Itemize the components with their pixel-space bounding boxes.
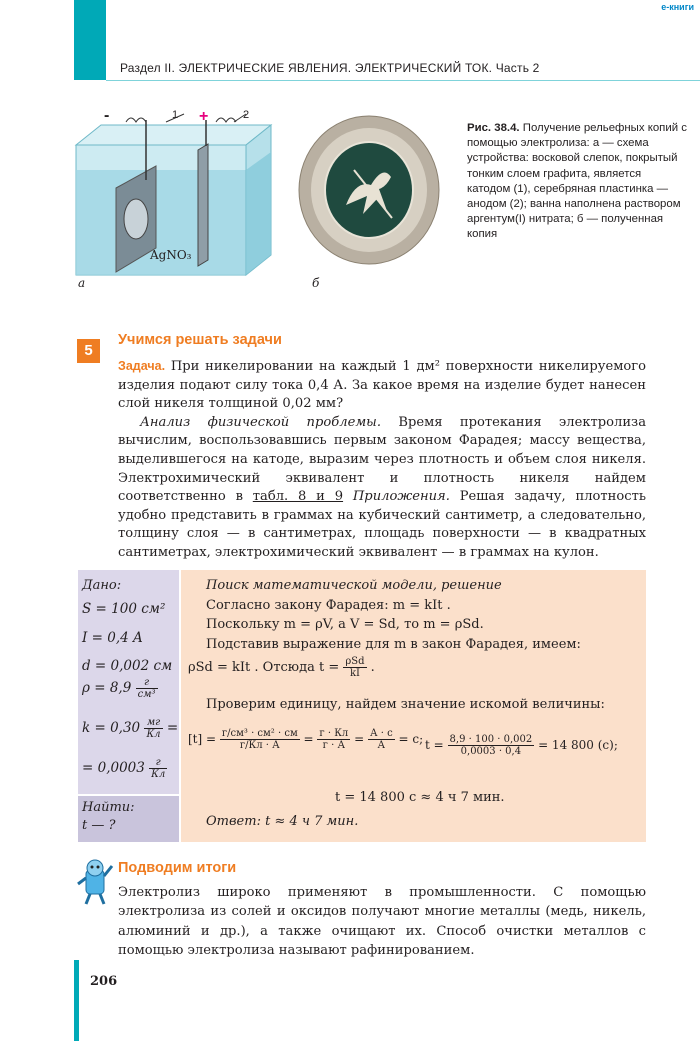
mascot-icon	[76, 858, 114, 906]
summary-title: Подводим итоги	[118, 860, 237, 876]
task-text: При никелировании на каждый 1 дм² поверхности никелируемого изделия подают силу тока 0,4 А. За какое время на изделие будет нанесен слой никеля толщиной 0,02 мм?	[118, 359, 647, 412]
page-accent-rule	[74, 960, 79, 1041]
given-equivalent-grams: = 0,0003 $\frac{г}{Кл}$	[82, 757, 166, 780]
given-density: ρ = 8,9 $\frac{г}{\text{см³}}$	[82, 677, 156, 700]
cathode-label: 1	[172, 109, 179, 121]
solution-result: t = 14 800 с ≈ 4 ч 7 мин.	[335, 790, 505, 805]
find-value: t — ?	[82, 818, 116, 833]
page-number: 206	[90, 974, 118, 989]
section-number-badge: 5	[77, 339, 100, 363]
find-title: Найти:	[82, 800, 135, 815]
solution-mass-relation: Поскольку m = ρV, а V = Sd, то m = ρSd.	[206, 617, 484, 632]
figure-b-label: б	[312, 276, 320, 290]
solution-value-calc: t = $\frac{8,9 \cdot 100 \cdot 0,002}{0,0003 \cdot 0,4}$ = 14 800 (с);	[425, 734, 618, 757]
minus-terminal-label: -	[104, 107, 110, 124]
given-equivalent: k = 0,30 $\frac{мг}{Кл}$ =	[82, 717, 179, 740]
solution-label: AgNO₃	[150, 248, 192, 262]
solution-units-calc: [t] = $\frac{\text{г/см³ · см² · см}}{г/Кл \cdot А}$ = $\frac{г \cdot Кл}{г \cdot А}$ = $\frac{А \cdot с}{А}$ = с;	[188, 728, 424, 751]
solution-answer: Ответ: t ≈ 4 ч 7 мин.	[206, 814, 359, 829]
figure-a-label: а	[78, 276, 86, 290]
analysis-text-1: Время протекания электролиза вычислим, воспользовавшись первым законом Фарадея; массу вещества, выделившегося на катоде, выразим через плотность и объем слоя никеля. Электрохимический эквивалент и плотность никеля найдем соответственно в	[118, 414, 646, 505]
appendix-reference: Приложения.	[352, 489, 450, 505]
table-reference-link[interactable]: табл. 8 и 9	[252, 489, 344, 505]
solution-substitution: Подставив выражение для m в закон Фарадея, имеем:	[206, 637, 581, 652]
task-lead: Задача.	[118, 359, 166, 373]
section-header: Раздел II. ЭЛЕКТРИЧЕСКИЕ ЯВЛЕНИЯ. ЭЛЕКТРИЧЕСКИЙ ТОК. Часть 2	[120, 61, 540, 75]
given-title: Дано:	[82, 578, 122, 593]
problem-text	[118, 357, 646, 563]
given-thickness: d = 0,002 см	[82, 658, 173, 674]
solution-faraday-law: Согласно закону Фарадея: m = kIt .	[206, 598, 451, 613]
silver-relief-copy-image	[296, 110, 442, 270]
given-current: I = 0,4 A	[82, 630, 143, 646]
figure-caption-number: Рис. 38.4.	[467, 122, 520, 134]
analysis-lead: Анализ физической проблемы.	[140, 414, 382, 430]
anode-label: 2	[243, 109, 250, 121]
section-title: Учимся решать задачи	[118, 332, 282, 348]
summary-text: Электролиз широко применяют в промышленности. С помощью электролиза из солей и оксидов получают многие металлы (медь, никель, алюминий и др.), а также очищают их. Способ очистки металлов с помощью электролиза называют рафинированием.	[118, 885, 646, 958]
solution-time-formula: ρSd = kIt . Отсюда t = $\frac{\text{ρSd}}{kI}$ .	[188, 656, 375, 679]
figure-caption	[467, 121, 687, 243]
publisher-logo[interactable]: e-книги	[661, 2, 694, 12]
given-area: S = 100 см²	[82, 601, 166, 617]
plus-terminal-label: +	[199, 108, 209, 125]
solution-check-units: Проверим единицу, найдем значение искомой величины:	[206, 697, 605, 712]
header-rule	[106, 80, 700, 81]
analysis-text-2: Решая задачу, плотность удобно представить в граммах на кубический сантиметр, а следовательно, толщину слоя — в сантиметрах, площадь поверхности — в квадратных сантиметрах, электрохимический эквивалент — в граммах на кулон.	[118, 489, 646, 560]
solution-title: Поиск математической модели, решение	[206, 578, 502, 593]
header-accent-bar	[74, 0, 106, 80]
figure-caption-text: Получение рельефных копий с помощью электролиза: а — схема устройства: восковой слепок, покрытый тонким слоем графита, является катодом (1), серебряная пластинка — анодом (2); ванна наполнена раствором аргентум(I) нитрата; б — полученная копия	[467, 122, 687, 241]
